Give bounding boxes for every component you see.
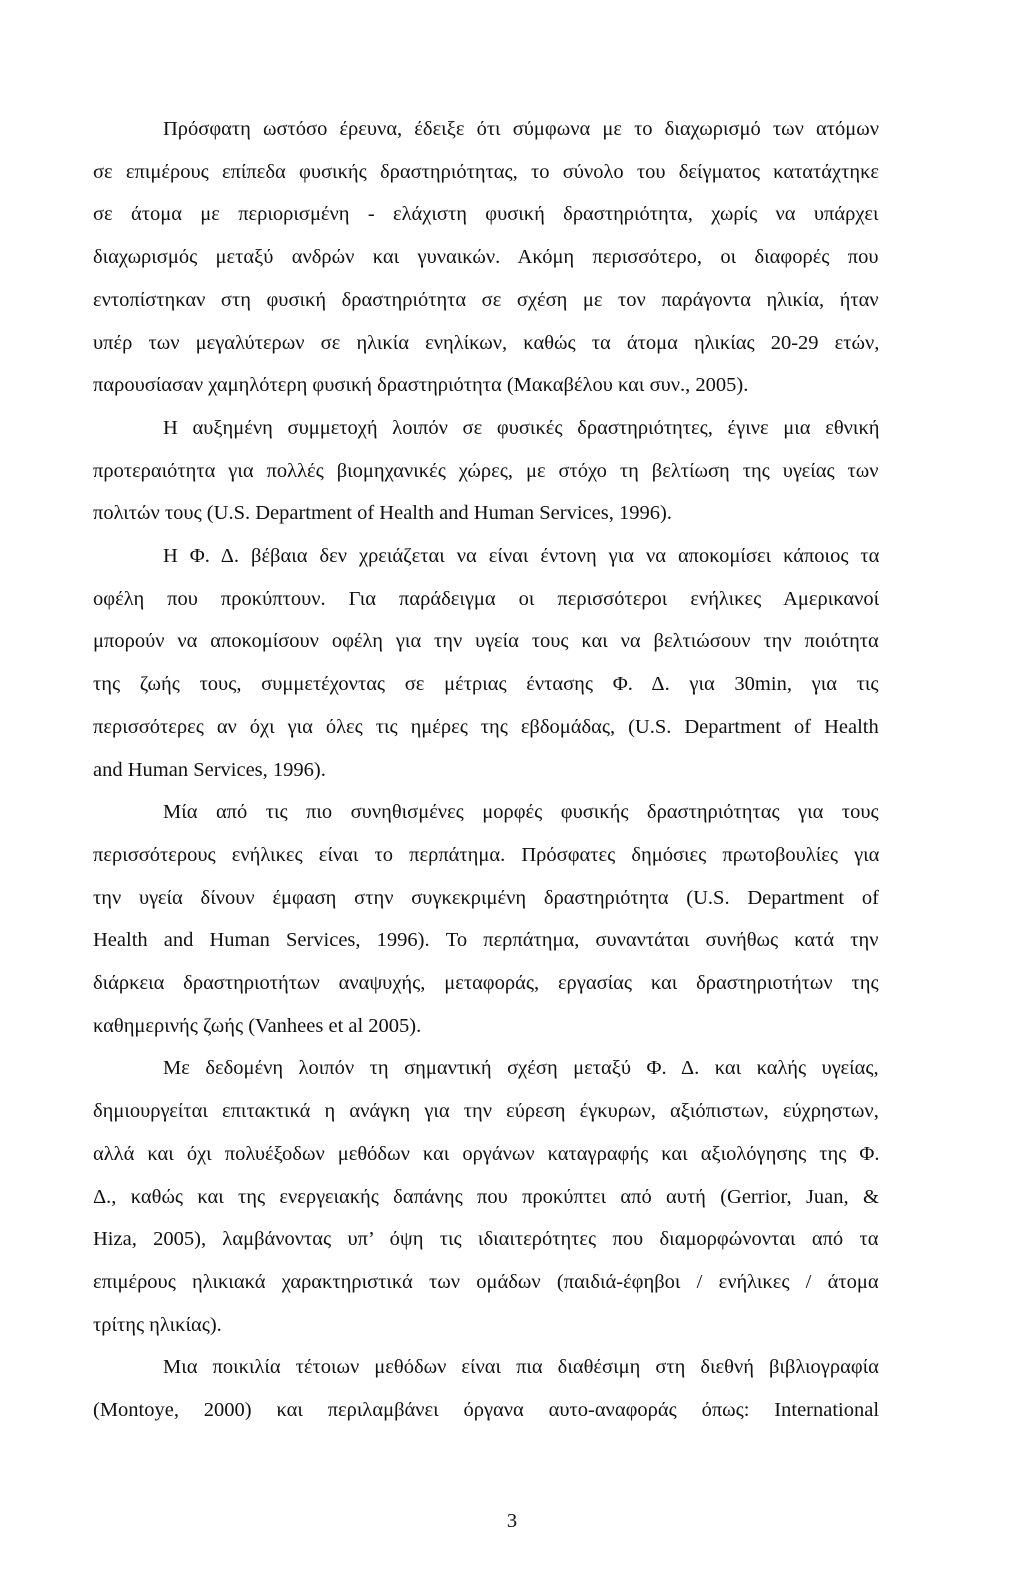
text-line: and Human Services, 1996).	[93, 759, 326, 781]
text-line: οφέλη που προκύπτουν. Για παράδειγμα οι περισσότεροι ενήλικες Αμερικανοί	[93, 588, 880, 610]
text-line: τρίτης ηλικίας).	[93, 1314, 222, 1336]
text-line: εντοπίστηκαν στη φυσική δραστηριότητα σε σχέση με τον παράγοντα ηλικία, ήταν	[93, 289, 879, 311]
text-line: διάρκεια δραστηριοτήτων αναψυχής, μεταφοράς, εργασίας και δραστηριοτήτων της	[93, 972, 879, 994]
text-line: επιμέρους ηλικιακά χαρακτηριστικά των ομάδων (παιδιά-έφηβοι / ενήλικες / άτομα	[93, 1271, 879, 1293]
text-line: Με δεδομένη λοιπόν τη σημαντική σχέση μεταξύ Φ. Δ. και καλής υγείας,	[163, 1057, 879, 1079]
text-line: προτεραιότητα για πολλές βιομηχανικές χώρες, με στόχο τη βελτίωση της υγείας των	[93, 460, 879, 482]
text-line: διαχωρισμός μεταξύ ανδρών και γυναικών. Ακόμη περισσότερο, οι διαφορές που	[93, 246, 879, 268]
text-line: Πρόσφατη ωστόσο έρευνα, έδειξε ότι σύμφωνα με το διαχωρισμό των ατόμων	[163, 118, 880, 140]
text-line: περισσότερες αν όχι για όλες τις ημέρες της εβδομάδας, (U.S. Department of Health	[93, 716, 879, 738]
text-line: αλλά και όχι πολυέξοδων μεθόδων και οργάνων καταγραφής και αξιολόγησης της Φ.	[93, 1143, 880, 1165]
text-line: σε επιμέρους επίπεδα φυσικής δραστηριότητας, το σύνολο του δείγματος κατατάχτηκε	[93, 161, 880, 183]
text-line: της ζωής τους, συμμετέχοντας σε μέτριας έντασης Φ. Δ. για 30min, για τις	[93, 673, 879, 695]
text-line: Health and Human Services, 1996). Το περπάτημα, συναντάται συνήθως κατά την	[93, 929, 879, 951]
text-line: υπέρ των μεγαλύτερων σε ηλικία ενηλίκων, καθώς τα άτομα ηλικίας 20-29 ετών,	[93, 332, 880, 354]
text-line: δημιουργείται επιτακτικά η ανάγκη για την εύρεση έγκυρων, αξιόπιστων, εύχρηστων,	[93, 1100, 879, 1122]
text-line: Δ., καθώς και της ενεργειακής δαπάνης που προκύπτει από αυτή (Gerrior, Juan, &	[93, 1186, 879, 1208]
text-line: Μία από τις πιο συνηθισμένες μορφές φυσικής δραστηριότητας για τους	[163, 801, 879, 823]
text-line: παρουσίασαν χαμηλότερη φυσική δραστηριότητα (Μακαβέλου και συν., 2005).	[93, 374, 749, 396]
text-line: καθημερινής ζωής (Vanhees et al 2005).	[93, 1015, 422, 1037]
text-line: Μια ποικιλία τέτοιων μεθόδων είναι πια διαθέσιμη στη διεθνή βιβλιογραφία	[163, 1356, 879, 1378]
text-line: μπορούν να αποκομίσουν οφέλη για την υγεία τους και να βελτιώσουν την ποιότητα	[93, 630, 879, 652]
text-line: πολιτών τους (U.S. Department of Health and Human Services, 1996).	[93, 502, 672, 524]
text-line: σε άτομα με περιορισμένη - ελάχιστη φυσική δραστηριότητα, χωρίς να υπάρχει	[93, 203, 879, 225]
text-line: την υγεία δίνουν έμφαση στην συγκεκριμένη δραστηριότητα (U.S. Department of	[93, 887, 879, 909]
text-line: περισσότερους ενήλικες είναι το περπάτημα. Πρόσφατες δημόσιες πρωτοβουλίες για	[93, 844, 880, 866]
text-line: (Montoye, 2000) και περιλαμβάνει όργανα αυτο-αναφοράς όπως: International	[93, 1399, 880, 1421]
text-line: Η Φ. Δ. βέβαια δεν χρειάζεται να είναι έντονη για να αποκομίσει κάποιος τα	[163, 545, 880, 567]
page-number: 3	[506, 1510, 518, 1532]
text-line: Hiza, 2005), λαμβάνοντας υπ’ όψη τις ιδιαιτερότητες που διαμορφώνονται από τα	[93, 1228, 879, 1250]
text-line: Η αυξημένη συμμετοχή λοιπόν σε φυσικές δραστηριότητες, έγινε μια εθνική	[163, 417, 880, 439]
